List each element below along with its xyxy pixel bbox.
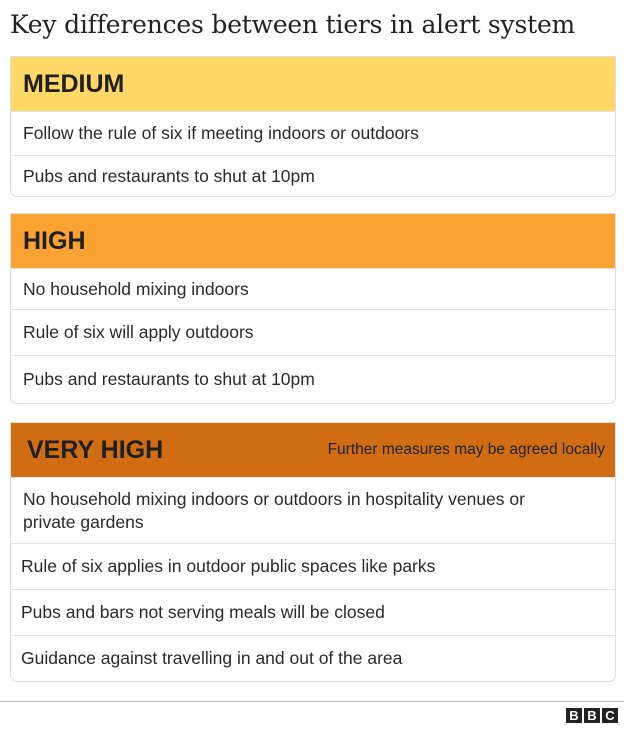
bbc-logo [566,708,618,723]
tier-very-high-item: Guidance against travelling in and out of the area [11,635,615,681]
tier-medium-item: Pubs and restaurants to shut at 10pm [11,155,615,196]
tier-very-high-item: No household mixing indoors or outdoors in hospitality venues or private gardens [11,477,615,543]
bbc-logo-letter: C [602,708,618,723]
tier-medium-name: MEDIUM [23,69,125,98]
tier-high-name: HIGH [23,226,86,255]
tier-very-high [11,423,615,681]
footer-divider [0,701,624,702]
tier-very-high-header [11,423,615,477]
tier-medium [11,57,615,196]
tier-high-item: No household mixing indoors [11,268,615,309]
tier-very-high-name: VERY HIGH [27,435,164,464]
tier-high [11,214,615,403]
page-title: Key differences between tiers in alert system [10,10,576,39]
bbc-logo-letter: B [584,708,600,723]
bbc-logo-letter: B [566,708,582,723]
tier-high-item: Rule of six will apply outdoors [11,309,615,355]
tier-very-high-item: Rule of six applies in outdoor public spaces like parks [11,543,615,589]
tier-very-high-note: Further measures may be agreed locally [327,441,605,458]
tier-medium-item: Follow the rule of six if meeting indoors or outdoors [11,111,615,155]
tier-high-header [11,214,615,268]
tier-high-item: Pubs and restaurants to shut at 10pm [11,355,615,403]
tier-medium-header [11,57,615,111]
tier-very-high-item: Pubs and bars not serving meals will be closed [11,589,615,635]
